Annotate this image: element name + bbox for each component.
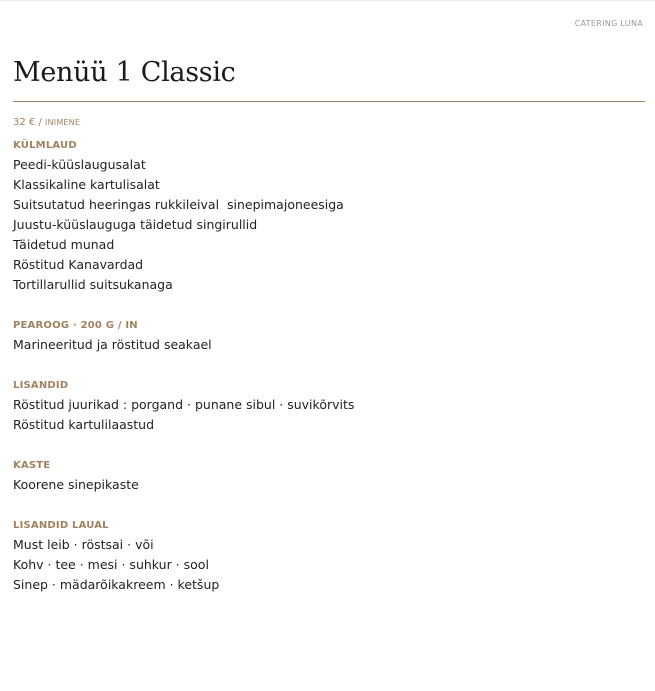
menu-item: Röstitud juurikad : porgand · punane sibul · suvikõrvits [13, 397, 355, 412]
section-title: KÜLMLAUD [13, 140, 77, 151]
section-title: KASTE [13, 460, 51, 471]
section-title: LISANDID [13, 380, 69, 391]
top-border [0, 0, 655, 1]
section-kaste [13, 458, 633, 495]
title-divider [13, 101, 645, 102]
price-line [13, 117, 80, 128]
menu-item: Röstitud kartulilaastud [13, 417, 155, 432]
menu-item: Röstitud Kanavardad [13, 257, 144, 272]
menu-item: Marineeritud ja röstitud seakael [13, 337, 212, 352]
section-pearoog [13, 318, 633, 355]
menu-item: Peedi-küüslaugusalat [13, 157, 146, 172]
section-kulmlaud [13, 138, 633, 295]
section-title: LISANDID LAUAL [13, 520, 109, 531]
menu-item: Kohv · tee · mesi · suhkur · sool [13, 557, 209, 572]
section-lisandid [13, 378, 633, 435]
brand-label: CATERING LUNA [574, 19, 643, 28]
menu-item: Suitsutatud heeringas rukkileival sinepimajoneesiga [13, 197, 344, 212]
menu-item: Klassikaline kartulisalat [13, 177, 160, 192]
page-title: Menüü 1 Classic [13, 57, 236, 88]
price-unit: INIMENE [45, 118, 81, 127]
menu-sections [13, 138, 633, 618]
price-amount: 32 € / [13, 117, 42, 128]
menu-item: Tortillarullid suitsukanaga [13, 277, 173, 292]
menu-item: Koorene sinepikaste [13, 477, 139, 492]
menu-item: Must leib · röstsai · või [13, 537, 154, 552]
section-title: PEAROOG · 200 G / IN [13, 320, 138, 331]
menu-item: Täidetud munad [13, 237, 115, 252]
menu-item: Sinep · mädarõikakreem · ketšup [13, 577, 220, 592]
section-lisandid-laual [13, 518, 633, 595]
menu-item: Juustu-küüslauguga täidetud singirullid [13, 217, 258, 232]
